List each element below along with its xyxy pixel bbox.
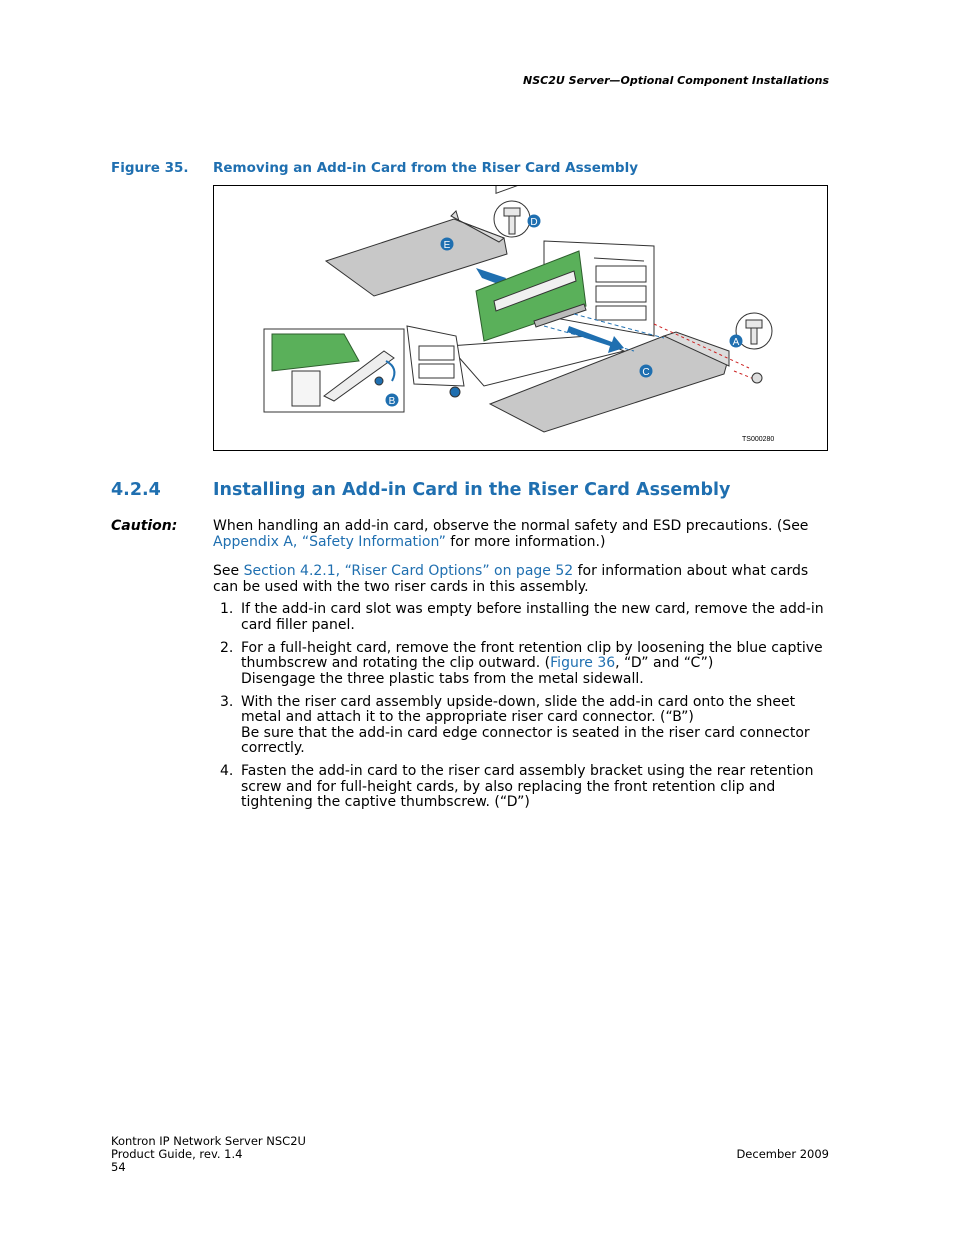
figure-illustration [213, 185, 828, 451]
svg-text:A: A [732, 337, 740, 348]
thumbscrew [450, 387, 460, 397]
footer-product: Kontron IP Network Server NSC2U [111, 1134, 306, 1148]
section-title: Installing an Add-in Card in the Riser Card Assembly [213, 480, 731, 500]
footer-left [111, 1135, 306, 1174]
svg-text:E: E [443, 240, 451, 251]
svg-text:B: B [388, 396, 396, 407]
caution-label: Caution: [111, 518, 178, 534]
running-header: NSC2U Server—Optional Component Installations [523, 74, 829, 87]
riser-card-diagram [214, 186, 829, 452]
list-item: 3. With the riser card assembly upside-down, slide the add-in card onto the sheet metal and attach it to the appropriate riser card connector. (“B”) Be sure that the add-in card edge connector is seated in the riser card connector correctly. [220, 693, 810, 756]
list-item: 4. Fasten the add-in card to the riser card assembly bracket using the rear retention screw and for full-height cards, by also replacing the front retention clip and tightening the captive thumbscrew. (“D”) [220, 763, 814, 810]
footer-guide: Product Guide, rev. 1.4 [111, 1147, 243, 1161]
callout-d [528, 215, 541, 229]
svg-text:D: D [530, 217, 538, 228]
figure-number: Figure 35. [111, 160, 189, 176]
list-item: 1. If the add-in card slot was empty before installing the new card, remove the add-in card filler panel. [220, 601, 824, 633]
appendix-link[interactable]: Appendix A, “Safety Information” [213, 533, 446, 550]
page-number: 54 [111, 1160, 126, 1174]
section-heading [111, 480, 730, 500]
callout-a [730, 335, 743, 349]
image-code: TS000280 [742, 436, 775, 443]
svg-text:C: C [642, 367, 650, 378]
steps-list [213, 602, 833, 818]
footer-date: December 2009 [736, 1147, 829, 1161]
figure-caption [111, 160, 638, 176]
figure-link[interactable]: Figure 36 [550, 655, 616, 671]
section-link[interactable]: Section 4.2.1, “Riser Card Options” on page 52 [243, 563, 574, 579]
section-number: 4.2.4 [111, 480, 161, 500]
see-paragraph: See Section 4.2.1, “Riser Card Options” on page 52 for information about what cards can be used with the two riser cards in this assembly. [213, 563, 809, 595]
list-item: 2. For a full-height card, remove the front retention clip by loosening the blue captive thumbscrew and rotating the clip outward. (Figure 36, “D” and “C”) Disengage the three plastic tabs from the metal sidewall. [220, 639, 823, 687]
caution-text: When handling an add-in card, observe the normal safety and ESD precautions. (See Appendix A, “Safety Information” for more information.) [213, 518, 809, 550]
figure-title: Removing an Add-in Card from the Riser Card Assembly [213, 160, 639, 176]
